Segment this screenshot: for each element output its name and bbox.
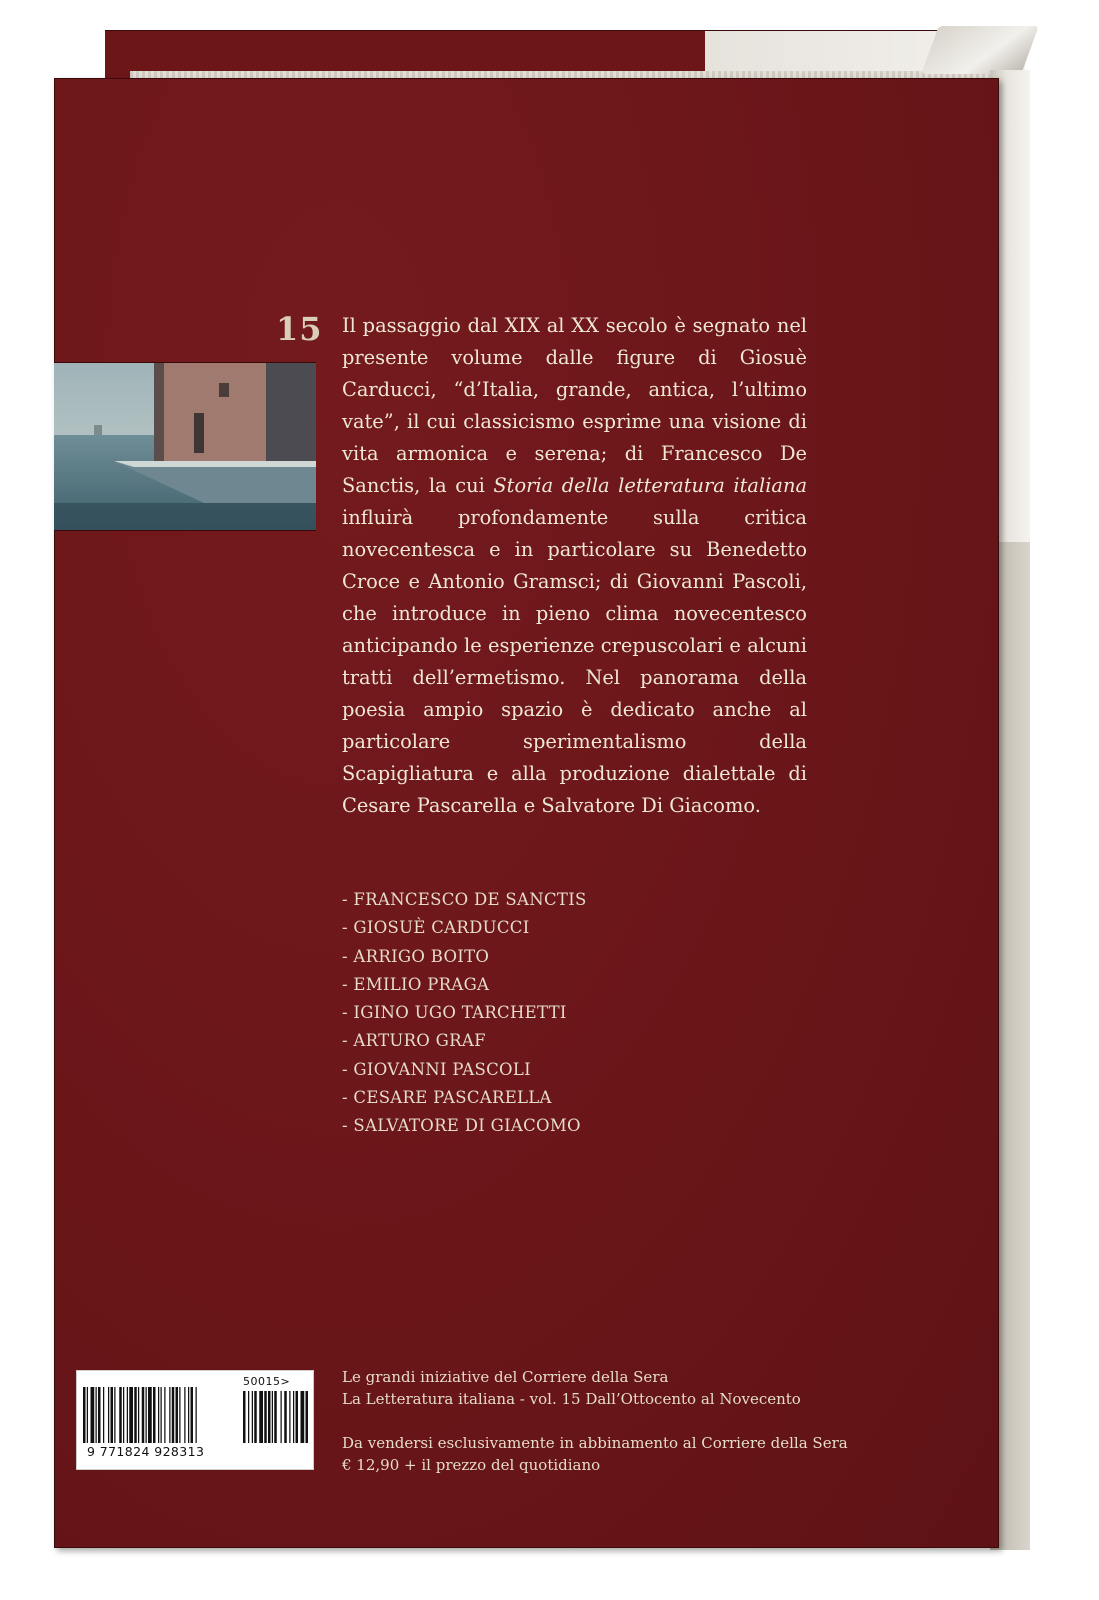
footer-line-3: Da vendersi esclusivamente in abbinamento al Corriere della Sera [342,1434,848,1452]
footer-line-1: Le grandi iniziative del Corriere della Sera [342,1368,669,1386]
barcode-addon: 50015> [243,1375,291,1388]
second-book-back [105,30,1025,83]
description-book-title: Storia della letteratura italiana [493,474,808,497]
cover-painting [54,362,316,531]
spine-corner [921,26,1038,74]
book-back-cover [54,78,999,1548]
footer-info [342,1366,848,1476]
author-list [342,886,587,1141]
volume-number: 15 [276,310,323,348]
list-item: - IGINO UGO TARCHETTI [342,1003,567,1023]
list-item: - ARTURO GRAF [342,1031,486,1051]
list-item: - ARRIGO BOITO [342,946,490,966]
list-item: - FRANCESCO DE SANCTIS [342,890,587,909]
description-text [342,310,807,822]
barcode [76,1370,314,1470]
description-part1: Il passaggio dal XIX al XX secolo è segnato nel presente volume dalle figure di Giosuè Carducci, “d’Italia, grande, antica, l’ultimo vate”, il cui classicismo esprime una visione di vita armonica e serena; di Francesco De Sanctis, la cui [342,314,807,497]
barcode-number: 9 771824 928313 [87,1444,205,1459]
painting-image [54,363,316,530]
list-item: - EMILIO PRAGA [342,974,490,994]
list-item: - GIOVANNI PASCOLI [342,1059,531,1079]
list-item: - CESARE PASCARELLA [342,1088,552,1108]
footer-line-2: La Letteratura italiana - vol. 15 Dall’Ottocento al Novecento [342,1390,801,1408]
footer-line-4: € 12,90 + il prezzo del quotidiano [342,1456,601,1474]
description-part2: influirà profondamente sulla critica novecentesca e in particolare su Benedetto Croce e Antonio Gramsci; di Giovanni Pascoli, che introduce in pieno clima novecentesco anticipando le esperienze crepuscolari e alcuni tratti dell’ermetismo. Nel panorama della poesia ampio spazio è dedicato anche al particolare sperimentalismo della Scapigliatura e alla produzione dialettale di Cesare Pascarella e Salvatore Di Giacomo. [342,506,807,817]
list-item: - SALVATORE DI GIACOMO [342,1116,581,1136]
list-item: - GIOSUÈ CARDUCCI [342,918,530,938]
